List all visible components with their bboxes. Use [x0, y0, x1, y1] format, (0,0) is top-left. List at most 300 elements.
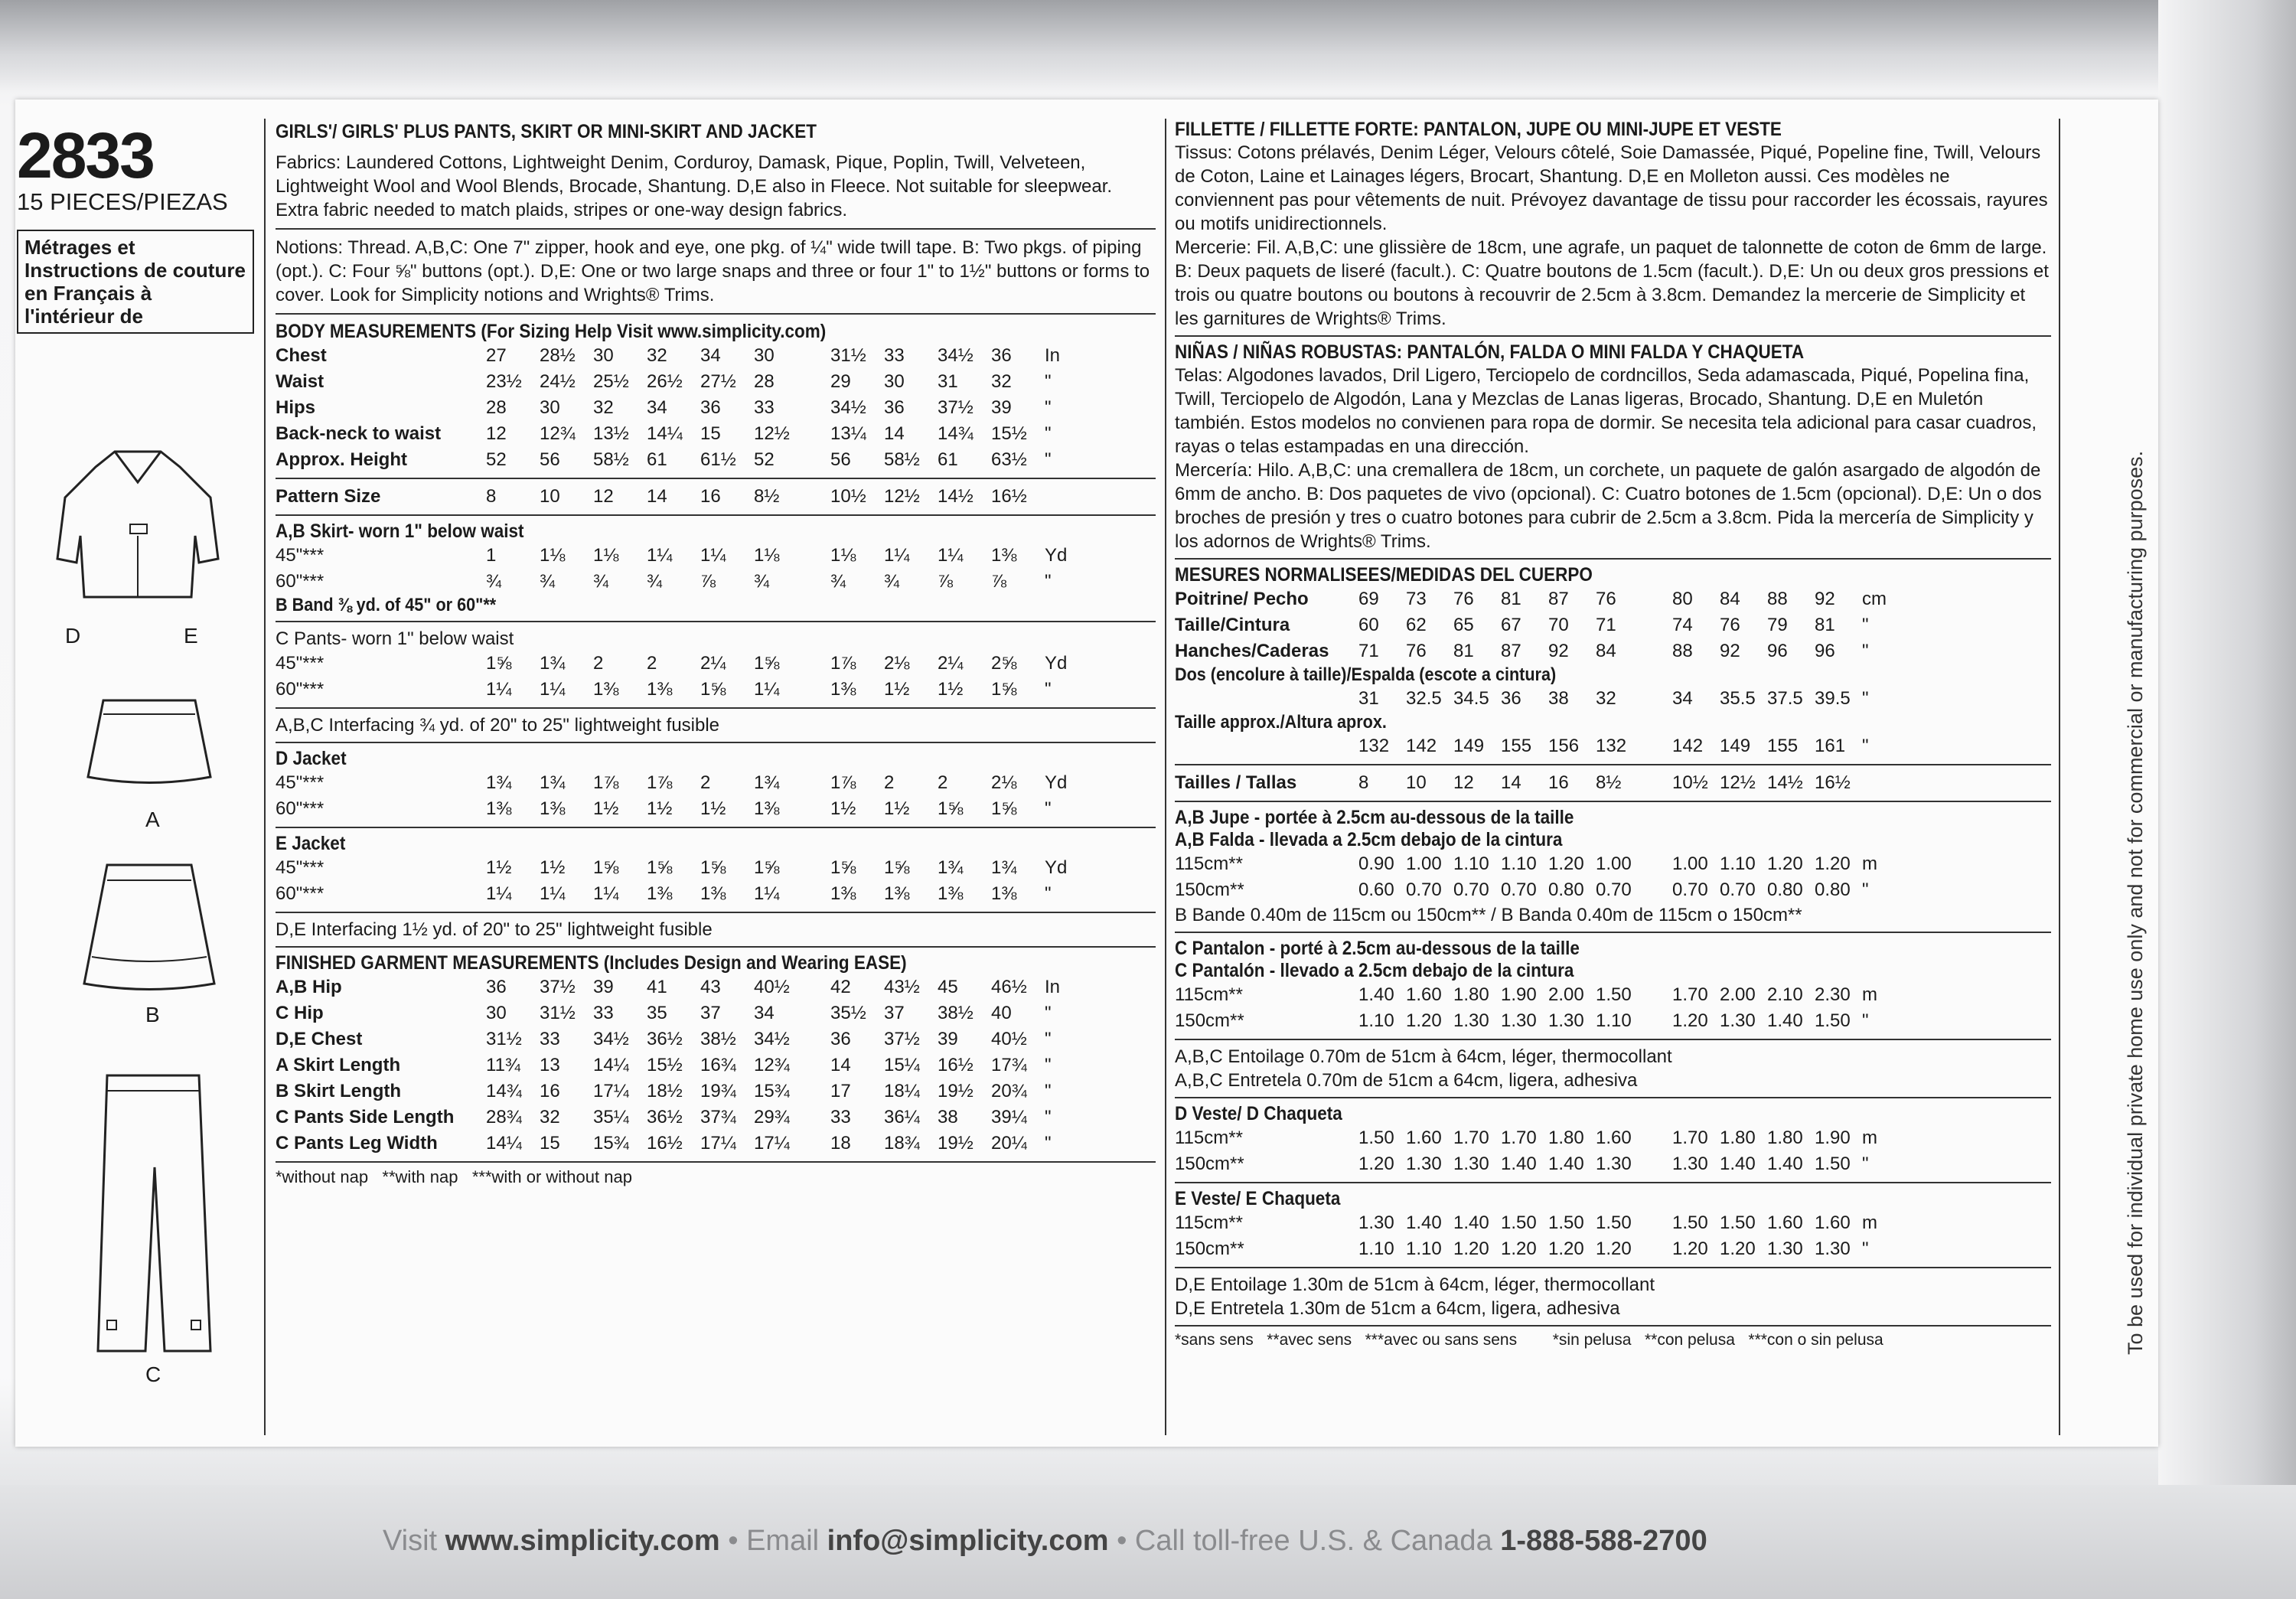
table-cell: ¾	[540, 571, 556, 592]
table-cell: 1.70	[1672, 1127, 1708, 1148]
table-cell: 1⅞	[647, 772, 673, 793]
table-cell: 149	[1453, 736, 1485, 756]
table-cell: 1⅝	[991, 679, 1017, 700]
table-cell: 1.20	[1767, 853, 1803, 874]
table-cell: In	[1045, 345, 1061, 366]
table-cell: 1.30	[1453, 1010, 1489, 1031]
table-cell: 56	[830, 449, 851, 470]
english-fabrics: Fabrics: Laundered Cottons, Lightweight Denim, Corduroy, Damask, Pique, Poplin, Twill, Velveteen, Lightweight Wool and Wool Blends, Brocade, Shantung. D,E also in Fleece. Not suitable for sleepwear. Extra fabric needed to match plaids, stripes or one-way design fabrics.	[276, 152, 1113, 220]
table-cell: m	[1862, 853, 1877, 874]
table-cell: 76	[1720, 615, 1740, 635]
table-cell: 1.70	[1501, 1127, 1537, 1148]
row-label: D,E Chest	[276, 1029, 363, 1049]
spanish-telas: Telas: Algodones lavados, Dril Ligero, Terciopelo de cordncillos, Seda adamascada, Piqué, Popelina fina, Twill, Terciopelo de Algodón, Lana y Mezclas de Lanas ligeras, Brocado, Shantung. D,E en Muletón también. Estos modelos no convienen para ropa de dormir. Se necesita tela adicional para casar cuadros, rayas o telas estampadas en una dirección.	[1175, 365, 2037, 457]
table-cell: 1⅜	[540, 798, 566, 819]
table-cell: 1.90	[1815, 1127, 1851, 1148]
table-cell: 14¼	[647, 423, 683, 444]
table-cell: 43½	[884, 977, 920, 997]
vertical-usage-note: To be used for individual private home use only and not for commercial or manufacturing purposes.	[2124, 450, 2147, 1355]
table-cell: 16½	[647, 1133, 683, 1154]
table-cell: 92	[1548, 641, 1569, 661]
table-cell: 1.10	[1358, 1238, 1394, 1259]
row-label: Pattern Size	[276, 486, 381, 507]
table-cell: 1⅜	[593, 679, 619, 700]
table-cell: 67	[1501, 615, 1521, 635]
table-cell: "	[1862, 641, 1869, 661]
table-cell: 65	[1453, 615, 1474, 635]
table-cell: 1.60	[1596, 1127, 1632, 1148]
table-cell: 8½	[1596, 772, 1622, 793]
table-cell: 14	[1501, 772, 1521, 793]
row-label: 60"***	[276, 883, 325, 904]
table-cell: 61	[938, 449, 958, 470]
table-cell: 17¾	[991, 1055, 1027, 1075]
table-cell: 35¼	[593, 1107, 629, 1127]
table-cell: 15¾	[754, 1081, 790, 1101]
table-cell: 156	[1548, 736, 1580, 756]
table-cell: 40	[991, 1003, 1012, 1023]
view-label-d: D	[65, 624, 81, 648]
jacket-view-illustration	[46, 429, 230, 620]
english-footnote: *without nap **with nap ***with or without nap	[276, 1167, 632, 1186]
table-cell: 36½	[647, 1029, 683, 1049]
table-cell: 1¼	[540, 679, 566, 700]
row-label: 45"***	[276, 653, 325, 674]
table-cell: 12½	[754, 423, 790, 444]
table-cell: 1.30	[1672, 1154, 1708, 1174]
table-cell: 1¼	[486, 679, 512, 700]
table-cell: 28½	[540, 345, 576, 366]
table-cell: 1¼	[938, 545, 964, 566]
table-cell: 0.70	[1501, 879, 1537, 900]
table-cell: 36	[700, 397, 721, 418]
english-finished-table	[276, 974, 1098, 1157]
table-cell: 34½	[830, 397, 866, 418]
table-cell: 1.40	[1767, 1154, 1803, 1174]
footer-visit: Visit	[383, 1525, 445, 1557]
english-notions: Notions: Thread. A,B,C: One 7" zipper, hook and eye, one pkg. of ¼" wide twill tape. B: Two pkgs. of piping (opt.). C: Four ⅝" buttons (opt.). D,E: One or two large snaps and three or four 1" to 1½" buttons or forms to cover. Look for Simplicity notions and Wrights® Trims.	[276, 237, 1150, 305]
table-cell: 1.40	[1720, 1154, 1756, 1174]
table-cell: 19½	[938, 1081, 974, 1101]
table-cell: 1⅜	[991, 883, 1017, 904]
table-cell: 12½	[884, 486, 920, 507]
table-cell: 31	[938, 371, 958, 392]
table-cell: 1.20	[1548, 853, 1584, 874]
view-label-a: A	[145, 808, 160, 831]
table-cell: "	[1045, 397, 1052, 418]
table-row	[276, 1000, 1098, 1026]
table-cell: 1⅜	[700, 883, 726, 904]
table-cell: 39¼	[991, 1107, 1027, 1127]
table-row	[276, 677, 1098, 703]
table-cell: 84	[1720, 589, 1740, 609]
footer-site-link[interactable]: www.simplicity.com	[445, 1525, 720, 1557]
table-cell: 14¼	[593, 1055, 629, 1075]
table-cell: 1¼	[486, 883, 512, 904]
table-cell: 1.60	[1767, 1212, 1803, 1233]
table-cell: 37½	[540, 977, 576, 997]
table-cell: 142	[1406, 736, 1437, 756]
metric-d-table	[1175, 1125, 1910, 1177]
table-cell: 76	[1406, 641, 1427, 661]
table-cell: 71	[1358, 641, 1379, 661]
table-row	[276, 770, 1098, 796]
table-cell: 29	[830, 371, 851, 392]
table-cell: 1.50	[1672, 1212, 1708, 1233]
row-label	[1175, 733, 1358, 759]
table-cell: 32	[991, 371, 1012, 392]
table-cell: 1.20	[1548, 1238, 1584, 1259]
table-cell: 2	[938, 772, 948, 793]
table-cell: "	[1045, 1055, 1052, 1075]
row-label: 60"***	[276, 798, 325, 819]
table-cell: 1.50	[1596, 984, 1632, 1005]
french-tissus: Tissus: Cotons prélavés, Denim Léger, Velours côtelé, Soie Damassée, Piqué, Popeline fine, Twill, Velours de Coton, Laine et Lainages légers, Brocart, Shantung. D,E en Molleton aussi. Ces modèles ne conviennent pas pour vêtements de nuit. Prévoyez davantage de tissu pour raccorder les écossais, rayures ou motifs unidirectionnels.	[1175, 142, 2048, 234]
table-cell: "	[1045, 1107, 1052, 1127]
table-cell: "	[1045, 679, 1052, 700]
table-cell: 1.20	[1501, 1238, 1537, 1259]
table-row	[1175, 770, 1910, 796]
table-cell: 8½	[754, 486, 780, 507]
table-cell: ⅞	[991, 571, 1007, 592]
row-label: Hanches/Caderas	[1175, 641, 1329, 661]
table-cell: 33	[754, 397, 775, 418]
row-label: Hips	[276, 397, 316, 418]
table-cell: 1.20	[1672, 1238, 1708, 1259]
table-cell: 12	[1453, 772, 1474, 793]
table-cell: 155	[1501, 736, 1532, 756]
table-cell: 76	[1596, 589, 1616, 609]
table-cell: 34	[700, 345, 721, 366]
metric-c-title1: C Pantalon - porté à 2.5cm au-dessous de la taille	[1175, 938, 1580, 959]
table-cell: 79	[1767, 615, 1788, 635]
table-cell: 1.80	[1453, 984, 1489, 1005]
table-cell: ⅞	[700, 571, 716, 592]
table-cell: 10	[1406, 772, 1427, 793]
table-cell: 70	[1548, 615, 1569, 635]
table-cell: 1.20	[1672, 1010, 1708, 1031]
table-cell: 32.5	[1406, 688, 1442, 709]
table-row	[276, 569, 1098, 595]
spanish-title: NIÑAS / NIÑAS ROBUSTAS: PANTALÓN, FALDA O MINI FALDA Y CHAQUETA	[1175, 341, 1805, 363]
table-cell: 33	[540, 1029, 560, 1049]
table-cell: 38½	[938, 1003, 974, 1023]
row-label: 150cm**	[1175, 1010, 1244, 1031]
table-cell: 88	[1672, 641, 1693, 661]
table-row	[1175, 733, 1910, 759]
row-label: 115cm**	[1175, 1127, 1243, 1148]
table-cell: 1⅝	[938, 798, 964, 819]
table-cell: 15	[540, 1133, 560, 1154]
table-cell: 1½	[938, 679, 964, 700]
table-row	[276, 974, 1098, 1000]
table-cell: 1.20	[1720, 1238, 1756, 1259]
metric-de-ent1: D,E Entoilage 1.30m de 51cm à 64cm, léger, thermocollant	[1175, 1274, 1655, 1295]
row-label: Tailles / Tallas	[1175, 772, 1297, 793]
table-cell: 0.60	[1358, 879, 1394, 900]
metric-abc-ent1: A,B,C Entoilage 0.70m de 51cm à 64cm, léger, thermocollant	[1175, 1046, 1672, 1067]
table-cell: m	[1862, 1127, 1877, 1148]
table-cell: ¾	[884, 571, 900, 592]
table-cell: 1⅜	[647, 883, 673, 904]
table-cell: 2	[884, 772, 895, 793]
table-cell: 33	[884, 345, 905, 366]
row-label: 150cm**	[1175, 1154, 1244, 1174]
table-cell: 30	[540, 397, 560, 418]
table-cell: 1.20	[1596, 1238, 1632, 1259]
metric-c-title2: C Pantalón - llevado a 2.5cm debajo de la cintura	[1175, 960, 1574, 981]
table-cell: 14¼	[486, 1133, 522, 1154]
table-cell: 16	[1548, 772, 1569, 793]
table-cell: 63½	[991, 449, 1027, 470]
table-cell: "	[1045, 883, 1052, 904]
table-cell: 1.10	[1720, 853, 1756, 874]
row-label: C Pants Side Length	[276, 1107, 455, 1127]
table-cell: 0.80	[1767, 879, 1803, 900]
table-cell: 16¾	[700, 1055, 736, 1075]
table-cell: 37	[700, 1003, 721, 1023]
table-cell: Yd	[1045, 545, 1068, 566]
table-cell: 87	[1548, 589, 1569, 609]
table-cell: 1⅛	[593, 545, 619, 566]
table-cell: "	[1045, 371, 1052, 392]
table-cell: 1.00	[1406, 853, 1442, 874]
table-cell: Yd	[1045, 653, 1068, 674]
table-cell: "	[1045, 1029, 1052, 1049]
table-cell: 1.80	[1548, 1127, 1584, 1148]
envelope-top-fold	[0, 0, 2296, 92]
table-cell: 1½	[884, 798, 910, 819]
table-cell: 14¾	[486, 1081, 522, 1101]
table-cell: 61	[647, 449, 667, 470]
table-cell: 38½	[700, 1029, 736, 1049]
table-cell: 29¾	[754, 1107, 790, 1127]
table-row	[1175, 1236, 1910, 1262]
table-cell: 11¾	[486, 1055, 520, 1075]
table-row	[1175, 1125, 1910, 1151]
table-cell: 1.20	[1453, 1238, 1489, 1259]
table-cell: 30	[593, 345, 614, 366]
table-cell: 1½	[540, 857, 566, 878]
table-cell: 132	[1358, 736, 1390, 756]
table-cell: 36½	[647, 1107, 683, 1127]
column-divider-middle	[1165, 119, 1166, 1435]
table-cell: 15½	[991, 423, 1027, 444]
table-row	[276, 651, 1098, 677]
table-cell: 60	[1358, 615, 1379, 635]
table-row	[276, 1079, 1098, 1105]
table-row	[276, 395, 1098, 421]
footer-email-label: • Email	[719, 1525, 827, 1557]
table-cell: Yd	[1045, 772, 1068, 793]
table-cell: 41	[647, 977, 667, 997]
table-cell: 12	[593, 486, 614, 507]
table-row	[1175, 877, 1910, 903]
table-cell: Yd	[1045, 857, 1068, 878]
table-cell: 62	[1406, 615, 1427, 635]
row-label: 60"***	[276, 571, 325, 592]
table-cell: 15¾	[593, 1133, 629, 1154]
table-cell: 0.70	[1672, 879, 1708, 900]
table-cell: 30	[486, 1003, 507, 1023]
table-cell: 1.50	[1596, 1212, 1632, 1233]
table-cell: 71	[1596, 615, 1616, 635]
french-instructions-note: Métrages et Instructions de couture en Français à l'intérieur de	[17, 230, 254, 334]
metric-height-label: Taille approx./Altura aprox.	[1175, 712, 1387, 733]
table-cell: 46½	[991, 977, 1027, 997]
table-cell: 31½	[486, 1029, 522, 1049]
table-cell: 13½	[593, 423, 629, 444]
table-cell: 1⅜	[991, 545, 1017, 566]
table-cell: 38	[1548, 688, 1569, 709]
table-cell: ¾	[593, 571, 609, 592]
envelope-right-edge	[2158, 0, 2296, 1599]
metric-e-table	[1175, 1210, 1910, 1262]
table-cell: 1½	[647, 798, 673, 819]
table-cell: 161	[1815, 736, 1846, 756]
row-label: C Pants Leg Width	[276, 1133, 438, 1154]
table-cell: 36	[991, 345, 1012, 366]
table-cell: 33	[593, 1003, 614, 1023]
footer-email-link[interactable]: info@simplicity.com	[827, 1525, 1109, 1557]
table-cell: 1⅜	[830, 679, 856, 700]
table-cell: 1⅜	[647, 679, 673, 700]
table-cell: 1¼	[754, 883, 780, 904]
english-finished-title: FINISHED GARMENT MEASUREMENTS (Includes Design and Wearing EASE)	[276, 952, 907, 974]
table-cell: "	[1862, 615, 1869, 635]
column-divider-left	[264, 119, 266, 1435]
table-cell: 19½	[938, 1133, 974, 1154]
table-cell: 0.80	[1548, 879, 1584, 900]
table-cell: 28	[754, 371, 775, 392]
row-label: Poitrine/ Pecho	[1175, 589, 1309, 609]
table-cell: 15	[700, 423, 721, 444]
pattern-number: 2833	[17, 119, 154, 191]
french-title: FILLETTE / FILLETTE FORTE: PANTALON, JUPE OU MINI-JUPE ET VESTE	[1175, 119, 1782, 140]
table-cell: 1¼	[540, 883, 566, 904]
english-c-title: C Pants- worn 1" below waist	[276, 628, 514, 649]
table-cell: ¾	[647, 571, 663, 592]
row-label: 115cm**	[1175, 853, 1243, 874]
table-cell: 1.10	[1453, 853, 1489, 874]
table-cell: 1¾	[754, 772, 780, 793]
table-cell: 2⅛	[884, 653, 910, 674]
table-cell: 1⅞	[593, 772, 619, 793]
table-cell: 19¾	[700, 1081, 736, 1101]
english-de-interfacing: D,E Interfacing 1½ yd. of 20" to 25" lightweight fusible	[276, 919, 713, 940]
table-cell: "	[1045, 571, 1052, 592]
table-cell: 1.10	[1406, 1238, 1442, 1259]
table-cell: 35	[647, 1003, 667, 1023]
table-row	[1175, 851, 1910, 877]
table-cell: 1.30	[1358, 1212, 1394, 1233]
table-cell: 1.40	[1358, 984, 1394, 1005]
table-row	[1175, 686, 1910, 712]
table-cell: 1½	[830, 798, 856, 819]
table-cell: 32	[593, 397, 614, 418]
english-ab-table	[276, 543, 1098, 595]
table-cell: cm	[1862, 589, 1887, 609]
table-row	[276, 421, 1098, 447]
table-cell: 16½	[991, 486, 1027, 507]
table-cell: m	[1862, 1212, 1877, 1233]
table-cell: 20¾	[991, 1081, 1027, 1101]
table-cell: 69	[1358, 589, 1379, 609]
row-label: Chest	[276, 345, 327, 366]
table-cell: 43	[700, 977, 721, 997]
table-cell: 1⅛	[540, 545, 566, 566]
table-cell: "	[1862, 1154, 1869, 1174]
table-cell: 17¼	[700, 1133, 736, 1154]
table-cell: 39	[991, 397, 1012, 418]
table-cell: 1⅛	[754, 545, 780, 566]
table-cell: 1⅝	[754, 857, 780, 878]
table-cell: "	[1862, 1238, 1869, 1259]
table-cell: 1.80	[1720, 1127, 1756, 1148]
table-cell: 18	[830, 1133, 851, 1154]
row-label: 45"***	[276, 772, 325, 793]
table-cell: 1.70	[1453, 1127, 1489, 1148]
table-cell: 2	[593, 653, 604, 674]
metric-b-band: B Bande 0.40m de 115cm ou 150cm** / B Banda 0.40m de 115cm o 150cm**	[1175, 905, 1802, 925]
table-cell: 1.50	[1720, 1212, 1756, 1233]
table-cell	[1862, 770, 1910, 796]
table-cell: 17¼	[754, 1133, 790, 1154]
table-cell: 1½	[700, 798, 726, 819]
pattern-id-block	[17, 119, 254, 334]
table-cell: 2	[647, 653, 657, 674]
row-label: 115cm**	[1175, 984, 1243, 1005]
footer-contact	[383, 1525, 1707, 1558]
table-cell: 36	[884, 397, 905, 418]
metric-dos-label: Dos (encolure à taille)/Espalda (escote a cintura)	[1175, 664, 1557, 685]
table-cell: 13¼	[830, 423, 866, 444]
english-e-title: E Jacket	[276, 833, 346, 854]
table-cell: 36	[486, 977, 507, 997]
table-cell: 2	[700, 772, 711, 793]
table-cell: 61½	[700, 449, 736, 470]
table-cell: 81	[1501, 589, 1521, 609]
table-cell: 1¾	[540, 772, 566, 793]
table-cell: "	[1045, 798, 1052, 819]
table-cell: 0.70	[1720, 879, 1756, 900]
table-cell: 14½	[938, 486, 974, 507]
table-cell: 31½	[540, 1003, 576, 1023]
table-cell: 31	[1358, 688, 1379, 709]
table-row	[276, 1052, 1098, 1079]
table-cell: 1.40	[1453, 1212, 1489, 1233]
table-cell: 18¼	[884, 1081, 920, 1101]
row-label: 45"***	[276, 857, 325, 878]
table-cell: 1⅝	[486, 653, 512, 674]
table-cell: 1.50	[1358, 1127, 1394, 1148]
table-cell: 1.10	[1501, 853, 1537, 874]
table-cell: 35.5	[1720, 688, 1756, 709]
english-d-table	[276, 770, 1098, 822]
table-cell: 1¾	[540, 653, 566, 674]
table-cell	[1045, 484, 1098, 510]
table-cell: 73	[1406, 589, 1427, 609]
table-cell: 0.90	[1358, 853, 1394, 874]
table-cell: 149	[1720, 736, 1751, 756]
table-cell: 28	[486, 397, 507, 418]
table-cell: 1.70	[1672, 984, 1708, 1005]
table-cell: 14	[647, 486, 667, 507]
metric-abc-ent2: A,B,C Entretela 0.70m de 51cm a 64cm, ligera, adhesiva	[1175, 1070, 1638, 1091]
row-label: Waist	[276, 371, 325, 392]
table-cell: 26½	[647, 371, 683, 392]
table-cell: 142	[1672, 736, 1704, 756]
